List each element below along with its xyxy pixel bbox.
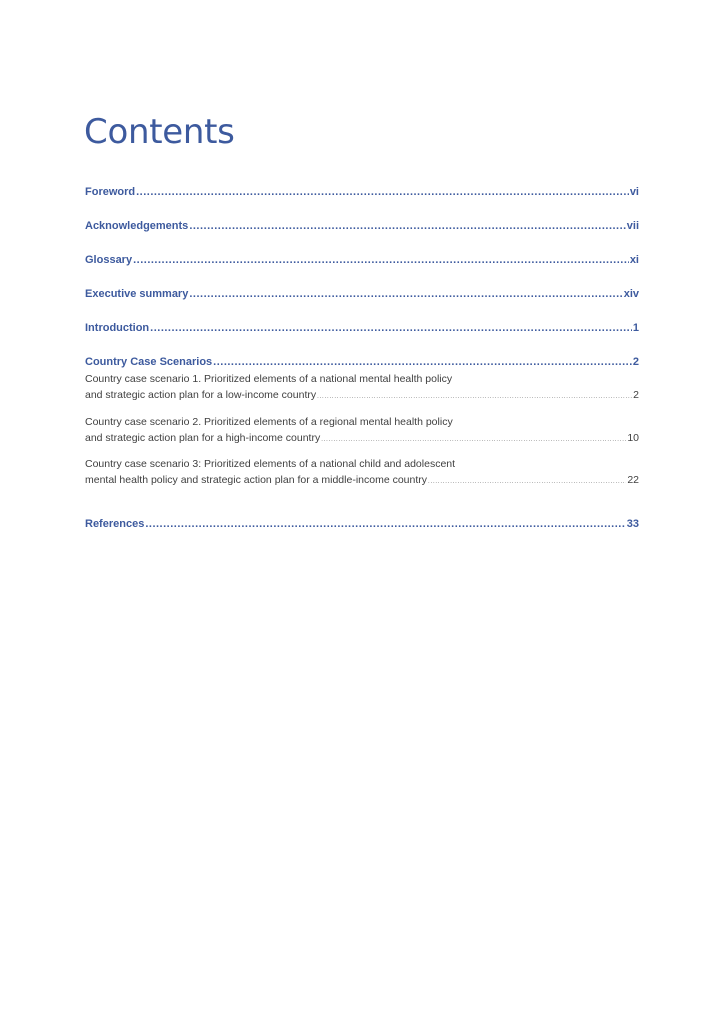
toc-subentry-scenario-2[interactable] [85,414,639,448]
toc-page-number: 2 [632,356,639,368]
toc-label: Foreword [85,186,136,198]
toc-page-number: 33 [626,518,639,530]
toc-label: and strategic action plan for a high-income country [85,432,321,444]
toc-page-number: vii [626,220,639,232]
toc-subentry-line: Country case scenario 1. Prioritized elements of a national mental health policy [85,373,453,385]
toc-page-number: xi [629,254,639,266]
toc-label: References [85,518,145,530]
toc-leader-dots [189,286,622,302]
toc-entry-glossary[interactable] [85,252,639,268]
toc-entry-introduction[interactable] [85,320,639,336]
toc-page-number: 22 [627,474,639,486]
toc-page-number: vi [629,186,639,198]
toc-leader-dots [428,472,626,490]
toc-subentry-line: Country case scenario 2. Prioritized elements of a regional mental health policy [85,416,453,428]
toc-entry-foreword[interactable] [85,184,639,200]
toc-label: and strategic action plan for a low-income country [85,389,317,401]
page-title: Contents [84,112,235,152]
toc-leader-dots [145,516,625,532]
toc-entry-executive-summary[interactable] [85,286,639,302]
toc-page-number: 2 [633,389,639,401]
toc-entry-acknowledgements[interactable] [85,218,639,234]
toc-subentry-scenario-1[interactable] [85,371,639,405]
toc-leader-dots [136,184,629,200]
toc-page-number: xiv [623,288,639,300]
toc-label: Introduction [85,322,150,334]
toc-leader-dots [150,320,632,336]
toc-leader-dots [133,252,629,268]
toc-leader-dots [189,218,625,234]
toc-subentry-scenario-3[interactable] [85,456,639,490]
toc-label: Country Case Scenarios [85,356,213,368]
toc-leader-dots [321,430,626,448]
toc-leader-dots [213,354,632,370]
toc-entry-references[interactable] [85,516,639,532]
toc-label: Acknowledgements [85,220,189,232]
toc-entry-country-case-scenarios[interactable] [85,354,639,370]
toc-subentry-line: Country case scenario 3: Prioritized elements of a national child and adolescent [85,458,456,470]
toc-label: Glossary [85,254,133,266]
toc-page-number: 10 [627,432,639,444]
toc-label: Executive summary [85,288,189,300]
toc-label: mental health policy and strategic action plan for a middle-income country [85,474,428,486]
toc-leader-dots [317,387,632,405]
toc-page-number: 1 [632,322,639,334]
